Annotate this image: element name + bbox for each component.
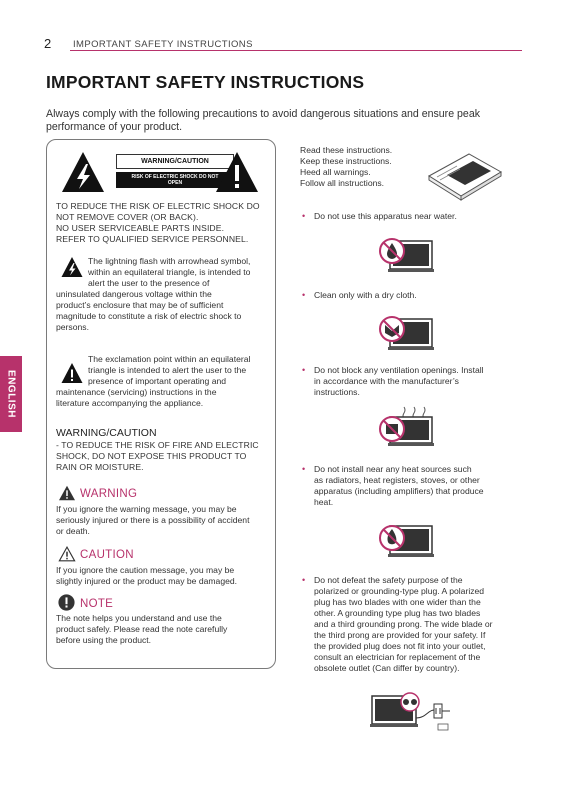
dry-cloth-tv-icon: [376, 313, 436, 355]
manual-book-icon: [425, 150, 505, 202]
line: the provided plug does not fit into your outlet,: [314, 641, 486, 651]
line: other. A grounding type plug has two blades: [314, 608, 481, 618]
line: Do not defeat the safety purpose of the: [314, 575, 463, 585]
line: literature accompanying the appliance.: [56, 398, 204, 408]
line: Read these instructions.: [300, 145, 393, 155]
line: Do not install near any heat sources such: [314, 464, 472, 474]
line: product safely. Please read the note carefully: [56, 624, 228, 634]
line: Heed all warnings.: [300, 167, 371, 177]
line: Do not use this apparatus near water.: [314, 211, 457, 221]
line: maintenance (servicing) instructions in the: [56, 387, 217, 397]
language-tab-label: ENGLISH: [5, 370, 17, 418]
line: the third prong are provided for your safety. If: [314, 630, 486, 640]
exclamation-triangle-icon: [214, 150, 260, 194]
line: RAIN OR MOISTURE.: [56, 462, 144, 472]
line: If you ignore the warning message, you may be: [56, 504, 237, 514]
line: in accordance with the manufacturer’s: [314, 376, 459, 386]
line: plug has two blades with one wider than the: [314, 597, 481, 607]
caution-heading: CAUTION: [80, 549, 134, 561]
wc-text: [56, 440, 272, 473]
lightning-text-full: [56, 289, 272, 333]
lightning-small-icon: [60, 256, 84, 278]
note-text: [56, 613, 272, 646]
line: presence of important operating and: [88, 376, 227, 386]
wc-heading: WARNING/CAUTION: [56, 427, 157, 439]
bullet-item: [302, 290, 512, 301]
lightning-triangle-icon: [60, 150, 106, 194]
line: within an equilateral triangle, is intended to: [88, 267, 251, 277]
line: If you ignore the caution message, you may be: [56, 565, 235, 575]
line: product’s enclosure that may be of sufficient: [56, 300, 224, 310]
line: instructions.: [314, 387, 360, 397]
line: NOT REMOVE COVER (OR BACK).: [56, 212, 199, 222]
line: uninsulated dangerous voltage within the: [56, 289, 212, 299]
page-title: IMPORTANT SAFETY INSTRUCTIONS: [46, 72, 365, 92]
line: before using the product.: [56, 635, 152, 645]
caution-text: [56, 565, 272, 587]
no-water-tv-icon: [376, 235, 436, 277]
line: REFER TO QUALIFIED SERVICE PERSONNEL.: [56, 234, 249, 244]
warning-icon: [58, 485, 76, 501]
line: NO USER SERVICEABLE PARTS INSIDE.: [56, 223, 225, 233]
note-icon: [58, 594, 75, 611]
bullet-item: [302, 464, 512, 507]
line: seriously injured or there is a possibility of accident: [56, 515, 250, 525]
note-heading: NOTE: [80, 598, 114, 610]
bullet-dot: •: [302, 365, 306, 375]
bullet-dot: •: [302, 290, 306, 300]
line: The note helps you understand and use the: [56, 613, 222, 623]
intro-text: Always comply with the following precautions to avoid dangerous situations and ensure peak performance of your product.: [46, 108, 481, 133]
bullet-dot: •: [302, 464, 306, 474]
line: and a third grounding prong. The wide blade or: [314, 619, 493, 629]
plug-tv-icon: [370, 688, 456, 734]
running-title: IMPORTANT SAFETY INSTRUCTIONS: [73, 39, 253, 50]
exclamation-small-icon: [60, 362, 84, 384]
exclamation-text-full: [56, 387, 272, 409]
exclamation-text-indented: [88, 354, 274, 387]
line: - TO REDUCE THE RISK OF FIRE AND ELECTRIC: [56, 440, 259, 450]
line: obsolete outlet (Can differ by country).: [314, 663, 460, 673]
bullet-item: [302, 365, 512, 397]
language-tab: [0, 356, 22, 432]
warning-sub-label: RISK OF ELECTRIC SHOCK DO NOT OPEN: [116, 172, 234, 188]
bullet-item: [302, 211, 512, 222]
warning-heading: WARNING: [80, 488, 138, 500]
page-number: 2: [44, 36, 52, 51]
line: persons.: [56, 322, 89, 332]
bullet-dot: •: [302, 575, 306, 585]
line: consult an electrician for replacement of the: [314, 652, 481, 662]
read-instructions: [300, 145, 420, 189]
lightning-text-indented: [88, 256, 274, 289]
line: heat.: [314, 497, 334, 507]
warning-label: WARNING/CAUTION: [116, 154, 234, 169]
line: Keep these instructions.: [300, 156, 392, 166]
line: polarized or grounding-type plug. A polarized: [314, 586, 485, 596]
shock-text: [56, 201, 272, 245]
bullet-item: [302, 575, 512, 673]
line: slightly injured or the product may be damaged.: [56, 576, 238, 586]
warning-text: [56, 504, 272, 537]
line: alert the user to the presence of: [88, 278, 210, 288]
ventilation-tv-icon: [376, 405, 436, 451]
line: Clean only with a dry cloth.: [314, 290, 417, 300]
line: triangle is intended to alert the user to the: [88, 365, 247, 375]
line: SHOCK, DO NOT EXPOSE THIS PRODUCT TO: [56, 451, 247, 461]
header-rule: [70, 50, 522, 51]
line: or death.: [56, 526, 90, 536]
bullet-dot: •: [302, 211, 306, 221]
line: The lightning flash with arrowhead symbol,: [88, 256, 251, 266]
line: The exclamation point within an equilateral: [88, 354, 251, 364]
line: magnitude to constitute a risk of electric shock to: [56, 311, 242, 321]
heat-source-tv-icon: [376, 518, 436, 564]
line: TO REDUCE THE RISK OF ELECTRIC SHOCK DO: [56, 201, 260, 211]
line: as radiators, heat registers, stoves, or other: [314, 475, 480, 485]
line: apparatus (including amplifiers) that produce: [314, 486, 484, 496]
line: Do not block any ventilation openings. Install: [314, 365, 484, 375]
line: Follow all instructions.: [300, 178, 385, 188]
caution-icon: [58, 546, 76, 562]
